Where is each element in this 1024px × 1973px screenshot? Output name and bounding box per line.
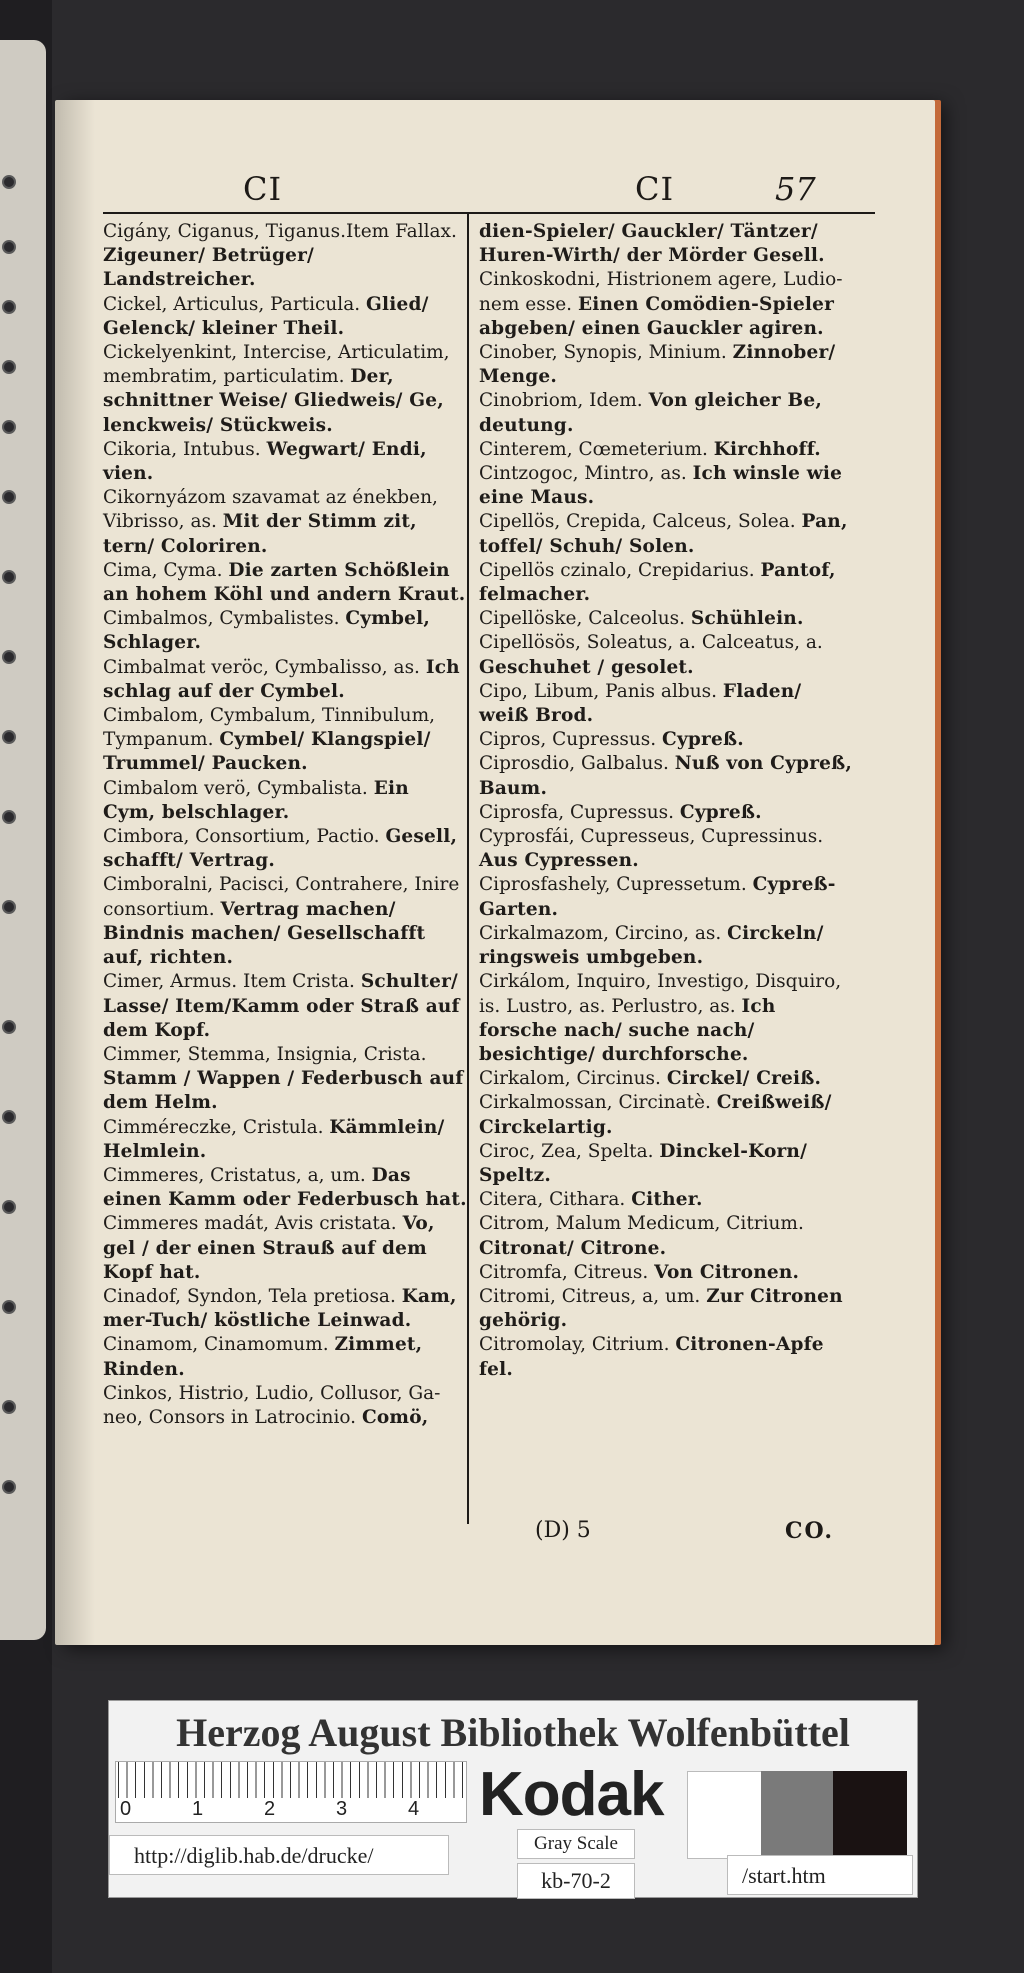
binding-hole [2,570,16,584]
entry-latin: Cirkalom, Circinus. [479,1068,661,1090]
entry-latin: Cinober, Synopis, Minium. [479,342,727,364]
dictionary-entry [103,1116,467,1164]
entry-german: Cymbel, Schlager. [103,608,430,654]
entry-latin: Cimer, Armus. Item Crista. [103,971,355,993]
kodak-logo: Kodak [479,1760,664,1829]
entry-german: Von gleicher Be, deutung. [479,390,822,436]
entry-latin: Cipellösös, Soleatus, a. Calceatus, a. [479,632,823,654]
entry-latin: Citromfa, Citreus. [479,1261,649,1283]
entry-german: Stamm / Wappen / Federbusch auf dem Helm. [103,1068,464,1114]
url-shelfmark: kb-70-2 [517,1863,635,1899]
entry-german: Ich winsle wie eine Maus. [479,463,843,509]
entry-latin: Citromolay, Citrium. [479,1334,670,1356]
entry-german: Cither. [631,1189,703,1211]
dictionary-entry [479,801,855,825]
dictionary-entry [479,922,855,970]
entry-german: Ich schlag auf der Cymbel. [103,656,460,702]
dictionary-entry [479,389,855,437]
dictionary-entry [103,1382,467,1430]
entry-german: Wegwart/ Endi, vien. [103,438,427,485]
entry-german: Einen Comödien-Spieler abgeben/ einen Gauckler agiren. [479,293,835,339]
entry-latin: Cimboralni, Pacisci, Contrahere, Inire consortium. [103,874,460,920]
dictionary-entry [103,1285,467,1333]
dictionary-entry [103,1212,467,1285]
binding-hole [2,1400,16,1414]
catchword: CO. [785,1518,835,1544]
entry-latin: Cinkos, Histrio, Ludio, Collusor, Ga- neo, Consors in Latrocinio. [103,1382,441,1428]
gray-patch-mid [761,1771,833,1857]
entry-latin: Cimbora, Consortium, Pactio. [103,826,380,848]
entry-german: Fladen/ weiß Brod. [479,680,802,727]
gray-patch-black [833,1771,907,1857]
book-page [55,100,935,1645]
dictionary-entry [479,268,855,341]
dictionary-entry [103,293,467,341]
dictionary-entry [103,1164,467,1212]
right-column [479,220,855,1382]
binding-hole [2,1200,16,1214]
entry-latin: Cirkálom, Inquiro, Investigo, Disquiro, is. Lustro, as. Perlustro, as. [479,971,842,1017]
dictionary-entry [479,825,855,873]
entry-latin: Cimbalom, Cymbalum, Tinnibulum, Tympanum. [103,705,436,751]
dictionary-entry [479,1212,855,1260]
entry-latin: Cipros, Cupressus. [479,729,657,751]
entry-latin: Cima, Cyma. [103,559,223,581]
entry-latin: Citera, Cithara. [479,1189,626,1211]
entry-german: Kam, mer-Tuch/ köstliche Leinwad. [103,1285,457,1332]
dictionary-entry [479,1067,855,1091]
running-head-left: CI [243,170,283,208]
entry-latin: Cikornyázom szavamat az énekben, Vibrisso, as. [103,487,438,533]
dictionary-entry [103,970,467,1043]
binding-hole [2,1480,16,1494]
entry-german: Kämmlein/ Helmlein. [103,1116,445,1162]
binding-hole [2,420,16,434]
dictionary-entry [103,607,467,655]
entry-latin: Cimbalom verö, Cymbalista. [103,777,368,799]
entry-german: Ich forsche nach/ suche nach/ besichtige/ durchforsche. [479,995,776,1065]
entry-german: Circkel/ Creiß. [666,1068,822,1090]
entry-german: Citronat/ Citrone. [479,1237,667,1259]
binding-hole [2,1300,16,1314]
binding-hole [2,300,16,314]
dictionary-entry [103,777,467,825]
entry-latin: Cipo, Libum, Panis albus. [479,680,718,702]
binding-hole [2,490,16,504]
gutter-shadow [55,100,95,1645]
dictionary-entry [103,1043,467,1116]
dictionary-entry [479,728,855,752]
dictionary-entry [479,607,855,631]
entry-german: Zigeuner/ Betrüger/ Landstreicher. [103,245,315,291]
entry-german: Die zarten Schößlein an hohem Köhl und andern Kraut. [103,559,466,606]
entry-latin: Cimmeres, Cristatus, a, um. [103,1164,366,1186]
entry-german: Geschuhet / gesolet. [479,656,694,678]
entry-latin: Cipellöske, Calceolus. [479,608,686,630]
entry-german: Dinckel-Korn/ Speltz. [479,1140,808,1186]
entry-german: Cypreß. [679,801,762,823]
dictionary-entry [479,341,855,389]
dictionary-entry [103,220,467,293]
entry-german: Creißweiß/ Circkelartig. [479,1092,832,1138]
entry-german: Citronen-Apfe fel. [479,1334,824,1380]
entry-latin: Cinamom, Cinamomum. [103,1334,329,1356]
entry-latin: Cinobriom, Idem. [479,390,643,412]
entry-latin: Cirkalmossan, Circinatè. [479,1092,711,1114]
dictionary-entry [479,680,855,728]
entry-german: Cymbel/ Klangspiel/ Trummel/ Paucken. [103,729,431,775]
entry-latin: Ciprosfashely, Cupressetum. [479,874,747,896]
url-suffix: /start.htm [727,1855,913,1895]
entry-german: Kirchhoff. [713,438,821,460]
entry-german: Pantof, felmacher. [479,559,836,606]
header-rule [103,212,875,214]
entry-latin: Cimmeres madát, Avis cristata. [103,1213,397,1235]
entry-german: Cypreß- Garten. [479,874,836,920]
entry-latin: Cimbalmat veröc, Cymbalisso, as. [103,656,420,678]
entry-german: Circkeln/ ringsweis umbgeben. [479,922,824,969]
dictionary-entry [479,873,855,921]
dictionary-entry [103,559,467,607]
dictionary-entry [479,1261,855,1285]
entry-latin: Cipellös czinalo, Crepidarius. [479,559,755,581]
scale-ruler [115,1761,467,1823]
entry-latin: Cigány, Ciganus, Tiganus.Item Fallax. [103,221,457,242]
entry-german: Gesell, schafft/ Vertrag. [103,826,458,872]
dictionary-entry [103,341,467,438]
dictionary-entry [479,1333,855,1381]
entry-latin: Ciroc, Zea, Spelta. [479,1140,654,1162]
entry-latin: Ciprosdio, Galbalus. [479,753,669,775]
ruler-number: 3 [336,1798,348,1820]
entry-latin: Ciprosfa, Cupressus. [479,801,675,823]
ruler-number: 1 [192,1798,204,1820]
binding-hole [2,360,16,374]
entry-german: Glied/ Gelenck/ kleiner Theil. [103,293,429,339]
dictionary-entry [479,1285,855,1333]
entry-german: Nuß von Cypreß, Baum. [479,753,853,799]
entry-german: Ein Cym, belschlager. [103,777,409,823]
entry-latin: Citrom, Malum Medicum, Citrium. [479,1213,804,1235]
dictionary-entry [479,631,855,679]
dictionary-entry [103,873,467,970]
entry-german: Vertrag machen/ Bindnis machen/ Gesellschafft auf, richten. [103,898,426,969]
gray-patch-white [687,1771,763,1859]
column-divider [467,214,469,1524]
entry-german: Schulter/ Lasse/ Item/Kamm oder Straß auf dem Kopf. [103,971,460,1041]
entry-latin: Cinadof, Syndon, Tela pretiosa. [103,1285,396,1307]
dictionary-entry [479,462,855,510]
entry-german: Das einen Kamm oder Federbusch hat. [103,1164,467,1211]
entry-german: Von Citronen. [654,1261,800,1283]
binding-hole [2,1110,16,1124]
ruler-ticks [118,1762,464,1798]
entry-latin: Cyprosfái, Cupresseus, Cupressinus. [479,826,824,848]
entry-german: Der, schnittner Weise/ Gliedweis/ Ge, lenckweis/ Stückweis. [103,366,444,436]
entry-german: Zimmet, Rinden. [103,1334,423,1380]
entry-german: Cypreß. [662,729,744,751]
page-number: 57 [775,170,816,208]
dictionary-entry [479,1091,855,1139]
library-target-card [108,1700,918,1898]
left-column [103,220,467,1430]
dictionary-entry [479,1140,855,1188]
entry-latin: Cimmer, Stemma, Insignia, Crista. [103,1043,427,1065]
binding-hole [2,1020,16,1034]
entry-latin: Cickel, Articulus, Particula. [103,293,361,315]
url-base: http://diglib.hab.de/drucke/ [109,1835,449,1875]
entry-german: Comö, [361,1406,429,1428]
dictionary-entry [479,970,855,1067]
entry-german: Schühlein. [690,608,804,630]
binding-hole [2,175,16,189]
entry-latin: Cimméreczke, Cristula. [103,1116,324,1138]
entry-latin: Cinterem, Cœmeterium. [479,438,708,460]
binding-hole [2,240,16,254]
dictionary-entry [479,220,855,268]
entry-latin: Cipellös, Crepida, Calceus, Solea. [479,511,796,533]
entry-german: dien-Spieler/ Gauckler/ Täntzer/ Huren-Wirth/ der Mörder Gesell. [479,221,825,267]
dictionary-entry [103,486,467,559]
entry-latin: Cikoria, Intubus. [103,438,261,460]
gray-scale-label: Gray Scale [517,1829,635,1859]
entry-german: Aus Cypressen. [479,850,639,872]
entry-latin: Cirkalmazom, Circino, as. [479,922,722,944]
binding-hole [2,810,16,824]
dictionary-entry [479,438,855,462]
entry-german: Mit der Stimm zit, tern/ Coloriren. [103,511,417,557]
library-name: Herzog August Bibliothek Wolfenbüttel [176,1710,850,1755]
entry-german: Zinnober/ Menge. [479,342,836,388]
dictionary-entry [479,1188,855,1212]
binding-hole [2,900,16,914]
dictionary-entry [103,704,467,777]
dictionary-entry [479,752,855,800]
binding-hole [2,650,16,664]
binding-hole [2,730,16,744]
entry-latin: Cickelyenkint, Intercise, Articulatim, membratim, particulatim. [103,342,450,388]
running-head-right: CI [635,170,675,208]
dictionary-entry [103,825,467,873]
entry-latin: Cinkoskodni, Histrionem agere, Ludio- nem esse. [479,269,843,315]
entry-latin: Cintzogoc, Mintro, as. [479,463,687,485]
entry-latin: Citromi, Citreus, a, um. [479,1285,701,1307]
dictionary-entry [479,510,855,558]
entry-latin: Cimbalmos, Cymbalistes. [103,608,340,630]
dictionary-entry [103,656,467,704]
ruler-number: 0 [120,1798,132,1820]
signature-mark: (D) 5 [535,1518,591,1543]
entry-german: Pan, toffel/ Schuh/ Solen. [479,511,848,557]
entry-german: Zur Citronen gehörig. [479,1285,843,1332]
ruler-number: 2 [264,1798,276,1820]
dictionary-entry [479,559,855,607]
dictionary-entry [103,1333,467,1381]
entry-german: Vo, gel / der einen Strauß auf dem Kopf hat. [103,1213,435,1283]
dictionary-entry [103,438,467,486]
ruler-number: 4 [408,1798,420,1820]
binding-holes [2,0,16,1973]
